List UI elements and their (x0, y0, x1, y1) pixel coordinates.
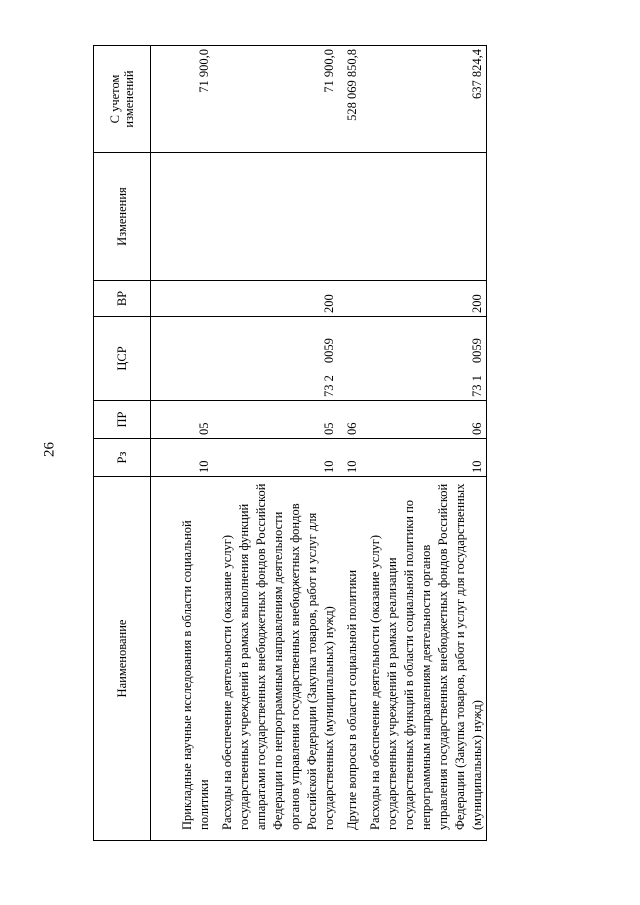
row-with-changes: 71 900,0 (151, 46, 214, 153)
row-vr: 200 (213, 281, 338, 317)
row-name: Другие вопросы в области социальной политики (338, 477, 361, 841)
header-pr: ПР (94, 401, 151, 439)
table-row (213, 46, 338, 841)
row-name: Прикладные научные исследования в области социальной политики (151, 477, 214, 841)
table-header-row (94, 46, 151, 841)
row-with-changes: 528 069 850,8 (338, 46, 361, 153)
row-name: Расходы на обеспечение деятельности (оказание услуг) государственных учреждений в рамках выполнения функций аппаратами государственных внебюджетных фондов Российской Федерации по непрограммным направлениям деятельности органов управления государственных внебюджетных фондов Российской Федерации (Закупка товаров, работ и услуг для государственных (муниципальных) нужд) (213, 477, 338, 841)
row-vr: 200 (361, 281, 487, 317)
row-vr (151, 281, 214, 317)
table-row (338, 46, 361, 841)
row-csr-b: 0059 (322, 338, 336, 364)
row-name: Расходы на обеспечение деятельности (оказание услуг) государственных учреждений в рамках реализации государственных функций в области социальной политики по непрограммным направлениям деятельности органов управления государственных внебюджетных фондов Российской Федерации (Закупка товаров, работ и услуг для государственных (муниципальных) нужд) (361, 477, 487, 841)
row-rz: 10 (213, 439, 338, 477)
row-pr: 05 (151, 401, 214, 439)
rotated-table-wrapper (93, 46, 535, 841)
row-pr: 05 (213, 401, 338, 439)
header-change: Изменения (94, 153, 151, 281)
row-csr (213, 317, 338, 401)
row-rz: 10 (151, 439, 214, 477)
row-csr (361, 317, 487, 401)
budget-table (93, 45, 487, 841)
row-rz: 10 (338, 439, 361, 477)
row-with-changes: 71 900,0 (213, 46, 338, 153)
row-csr-a: 73 1 (470, 375, 484, 397)
row-change (213, 153, 338, 281)
header-rz: Рз (94, 439, 151, 477)
row-change (361, 153, 487, 281)
page-number: 26 (41, 442, 58, 457)
table-row (151, 46, 214, 841)
row-csr-b: 0059 (470, 338, 484, 364)
row-csr (338, 317, 361, 401)
row-with-changes: 637 824,4 (361, 46, 487, 153)
table-row (361, 46, 487, 841)
row-vr (338, 281, 361, 317)
row-change (151, 153, 214, 281)
row-csr (151, 317, 214, 401)
header-name: Наименование (94, 477, 151, 841)
row-csr-a: 73 2 (322, 375, 336, 397)
header-with-changes: С учетом изменений (94, 46, 151, 153)
row-pr: 06 (338, 401, 361, 439)
header-csr: ЦСР (94, 317, 151, 401)
row-rz: 10 (361, 439, 487, 477)
row-pr: 06 (361, 401, 487, 439)
header-vr: ВР (94, 281, 151, 317)
row-change (338, 153, 361, 281)
